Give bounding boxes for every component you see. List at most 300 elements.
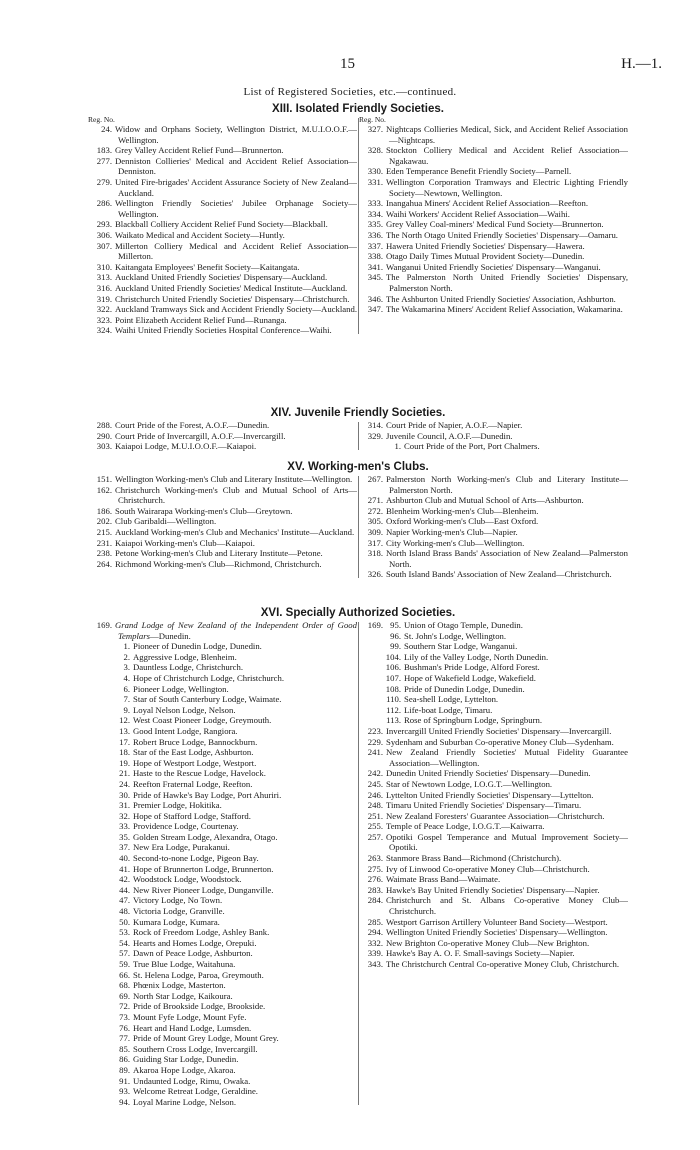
list-item	[359, 304, 628, 315]
reg-number: 57.	[119, 948, 130, 959]
list-item	[88, 431, 357, 442]
reg-number: 86.	[119, 1054, 130, 1065]
reg-number: 42.	[119, 874, 130, 885]
reg-number: 59.	[119, 959, 130, 969]
reg-number: 245.	[367, 778, 383, 789]
reg-number: 317.	[367, 537, 383, 548]
reg-number: 21.	[119, 768, 130, 779]
entry-text: St. Helena Lodge, Paroa, Greymouth.	[133, 969, 264, 980]
reg-number: 322.	[96, 304, 112, 315]
reg-number: 37.	[119, 842, 130, 853]
entry-text: Pride of Brookside Lodge, Brookside.	[133, 1001, 266, 1012]
list-item	[359, 853, 628, 864]
reg-number: 183.	[96, 145, 112, 156]
entry-text: The Ashburton United Friendly Societies' Association, Ashburton.	[386, 293, 616, 304]
reg-number: 13.	[119, 725, 130, 736]
list-item	[88, 272, 357, 283]
entry-text: Kaiapoi Working-men's Club—Kaiapoi.	[115, 537, 255, 548]
list-item	[359, 927, 628, 938]
entry-text: Rose of Springburn Lodge, Springburn.	[404, 715, 543, 726]
list-item	[88, 1033, 357, 1044]
entry-text: New Era Lodge, Purakanui.	[133, 842, 230, 853]
reg-number: 231.	[96, 537, 112, 548]
entry-text: United Fire-brigades' Accident Assurance Society of New Zealand—Auckland.	[115, 176, 357, 198]
entry-text: Court Pride of Napier, A.O.F.—Napier.	[386, 420, 523, 430]
reg-number: 1.	[394, 441, 401, 452]
entry-text: Victoria Lodge, Granville.	[133, 906, 225, 917]
list-item	[88, 156, 357, 177]
entry-text: Christchurch United Friendly Societies' Dispensary—Christchurch.	[115, 293, 350, 304]
list-item	[88, 991, 357, 1002]
reg-number: 4.	[123, 672, 130, 683]
list-item	[359, 124, 628, 145]
reg-number: 276.	[367, 874, 383, 885]
section-title: XV. Working-men's Clubs.	[287, 461, 429, 473]
entry-text: Rock of Freedom Lodge, Ashley Bank.	[133, 927, 270, 938]
section-specially-authorized	[88, 606, 628, 1107]
reg-number: 33.	[119, 821, 130, 832]
section-title: XIV. Juvenile Friendly Societies.	[270, 407, 446, 419]
reg-number: 332.	[367, 937, 383, 948]
list-item	[88, 673, 357, 684]
entry-text: True Blue Lodge, Waitahuna.	[133, 959, 236, 969]
entry-text: Good Intent Lodge, Rangiora.	[133, 725, 238, 736]
reg-number: 50.	[119, 916, 130, 927]
entry-text: Wellington Friendly Societies' Jubilee Orphanage Society—Wellington.	[115, 198, 357, 219]
entry-text: Aggressive Lodge, Blenheim.	[133, 651, 237, 662]
reg-number: 35.	[119, 831, 130, 842]
reg-number: 72.	[119, 1001, 130, 1012]
reg-number: 271.	[367, 495, 383, 506]
reg-no-header: Reg. No.	[359, 115, 386, 124]
entry-text: Petone Working-men's Club and Literary Institute—Petone.	[115, 548, 323, 559]
reg-number: 169.	[96, 620, 112, 630]
entry-text: Otago Daily Times Mutual Provident Society—Dunedin.	[386, 251, 585, 262]
entry-text: Victory Lodge, No Town.	[133, 895, 223, 906]
entry-text: Blackball Colliery Accident Relief Fund Society—Blackball.	[115, 219, 328, 230]
entry-text: Premier Lodge, Hokitika.	[133, 800, 222, 811]
list-item	[359, 506, 628, 517]
list-item	[88, 538, 357, 549]
list-item	[359, 145, 628, 166]
list-item	[88, 304, 357, 315]
reg-no-header: Reg. No.	[88, 115, 115, 124]
section-juvenile-friendly	[88, 406, 628, 452]
list-item	[88, 906, 357, 917]
entry-text: Millerton Colliery Medical and Accident Relief Association—Millerton.	[115, 240, 357, 262]
list-item	[359, 538, 628, 549]
list-item	[359, 198, 628, 209]
reg-number: 283.	[367, 884, 383, 895]
reg-number: 338.	[367, 251, 383, 262]
list-item	[359, 177, 628, 198]
reg-number: 108.	[385, 683, 401, 694]
reg-number: 263.	[367, 853, 383, 864]
entry-text: Court Pride of Invercargill, A.O.F.—Invercargill.	[115, 430, 286, 441]
list-item	[88, 821, 357, 832]
entry-text: Kaiapoi Lodge, M.U.I.O.O.F.—Kaiapoi.	[115, 441, 257, 452]
reg-number: 89.	[119, 1064, 130, 1075]
left-column	[88, 420, 357, 452]
list-item	[88, 1097, 357, 1108]
list-item	[359, 527, 628, 538]
list-item	[359, 715, 628, 726]
list-item	[88, 842, 357, 853]
reg-number: 53.	[119, 927, 130, 938]
entry-text: New Zealand Friendly Societies' Mutual Fidelity Guarantee Association—Wellington.	[386, 747, 628, 768]
reg-number: 345.	[367, 272, 383, 283]
entry-text: Mount Fyfe Lodge, Mount Fyfe.	[133, 1011, 247, 1022]
reg-number: 290.	[96, 430, 112, 441]
list-item	[88, 885, 357, 896]
reg-number: 341.	[367, 261, 383, 272]
entry-text: St. John's Lodge, Wellington.	[404, 630, 507, 641]
list-item	[359, 631, 628, 642]
entry-text: Temple of Peace Lodge, I.O.G.T.—Kaiwarra.	[386, 821, 545, 832]
section-isolated-friendly	[88, 102, 628, 336]
list-item	[88, 294, 357, 305]
reg-number: 334.	[367, 208, 383, 219]
entry-text: Hearts and Homes Lodge, Orepuki.	[133, 937, 257, 948]
entry-text: Lyttelton United Friendly Societies' Dispensary—Lyttelton.	[386, 789, 594, 800]
list-item	[88, 198, 357, 219]
entry-text: Pride of Mount Grey Lodge, Mount Grey.	[133, 1033, 279, 1044]
entry-text: The Wakamarina Miners' Accident Relief Association, Wakamarina.	[386, 304, 623, 315]
reg-number: 6.	[123, 683, 130, 694]
reg-number: 303.	[96, 441, 112, 452]
running-title: List of Registered Societies, etc.—continued.	[243, 86, 457, 98]
list-item	[359, 726, 628, 737]
right-column	[359, 620, 628, 1107]
list-item	[88, 262, 357, 273]
reg-number: 9.	[123, 704, 130, 715]
page-header	[0, 56, 700, 76]
entry-text: Haste to the Rescue Lodge, Havelock.	[133, 768, 266, 779]
entry-text: Grey Valley Accident Relief Fund—Brunnerton.	[115, 145, 284, 156]
reg-number: 24.	[101, 124, 112, 134]
reg-number: 241.	[367, 747, 383, 758]
entry-text: Kumara Lodge, Kumara.	[133, 916, 220, 927]
entry-text: Life-boat Lodge, Timaru.	[404, 704, 493, 715]
reg-number: 85.	[119, 1043, 130, 1054]
reg-number: 77.	[119, 1033, 130, 1044]
reg-number: 106.	[385, 662, 401, 673]
reg-number: 339.	[367, 948, 383, 959]
entry-text: Eden Temperance Benefit Friendly Society—Parnell.	[386, 166, 572, 177]
list-item	[359, 874, 628, 885]
reg-number: 313.	[96, 272, 112, 283]
entry-text: Waimate Brass Band—Waimate.	[386, 874, 501, 885]
list-item	[359, 832, 628, 853]
list-item	[359, 864, 628, 875]
reg-number: 316.	[96, 282, 112, 293]
list-item	[88, 124, 357, 145]
list-item	[88, 980, 357, 991]
list-item	[359, 262, 628, 273]
reg-number: 104.	[385, 651, 401, 662]
entry-text: Auckland United Friendly Societies' Dispensary—Auckland.	[115, 272, 328, 283]
entry-text: Star of Newtown Lodge, I.O.G.T.—Wellington.	[386, 778, 553, 789]
entry-text: City Working-men's Club—Wellington.	[386, 537, 525, 548]
list-item	[88, 832, 357, 843]
reg-number: 30.	[119, 789, 130, 800]
list-item	[88, 219, 357, 230]
entry-text: Sea-shell Lodge, Lyttelton.	[404, 694, 499, 705]
reg-number: 69.	[119, 990, 130, 1001]
entry-text: Invercargill United Friendly Societies' Dispensary—Invercargill.	[386, 725, 612, 736]
list-item	[88, 1086, 357, 1097]
list-item	[88, 758, 357, 769]
list-item	[88, 737, 357, 748]
entry-text: Sydenham and Suburban Co-operative Money Club—Sydenham.	[386, 736, 614, 747]
list-item	[88, 241, 357, 262]
reg-number: 3.	[123, 662, 130, 673]
list-item	[88, 652, 357, 663]
list-item	[88, 927, 357, 938]
entry-text: New Brighton Co-operative Money Club—New Brighton.	[386, 937, 590, 948]
entry-text: Pioneer Lodge, Wellington.	[133, 683, 229, 694]
entry-text: Stockton Colliery Medical and Accident Relief Association—Ngakawau.	[386, 145, 628, 166]
entry-text: Hope of Christchurch Lodge, Christchurch.	[133, 672, 285, 683]
reg-number: 284.	[367, 895, 383, 906]
reg-number: 76.	[119, 1022, 130, 1033]
list-item	[88, 1023, 357, 1034]
list-item	[359, 790, 628, 801]
entry-text: Denniston Collieries' Medical and Accident Relief Association—Denniston.	[115, 155, 357, 177]
list-item	[88, 1001, 357, 1012]
list-item	[88, 874, 357, 885]
list-item	[88, 1054, 357, 1065]
list-item	[88, 1012, 357, 1023]
section-working-mens-clubs	[88, 460, 628, 580]
entry-text: Loyal Nelson Lodge, Nelson.	[133, 704, 236, 715]
entry-text: Phœnix Lodge, Masterton.	[133, 980, 226, 991]
left-column	[88, 474, 357, 580]
reg-number: 223.	[367, 725, 383, 736]
entry-text: Hawke's Bay United Friendly Societies' Dispensary—Napier.	[386, 884, 600, 895]
reg-number: 264.	[96, 558, 112, 569]
entry-text: Second-to-none Lodge, Pigeon Bay.	[133, 853, 259, 864]
reg-number: 93.	[119, 1086, 130, 1097]
list-item	[359, 495, 628, 506]
column-divider	[358, 118, 359, 334]
reg-number: 335.	[367, 219, 383, 230]
entry-text: Grey Valley Coal-miners' Medical Fund Society—Brunnerton.	[386, 219, 604, 230]
entry-text: Woodstock Lodge, Woodstock.	[133, 874, 242, 885]
reg-number: 324.	[96, 325, 112, 336]
entry-text: Kaitangata Employees' Benefit Society—Kaitangata.	[115, 261, 300, 272]
list-item	[359, 811, 628, 822]
list-item	[359, 673, 628, 684]
list-item	[88, 1044, 357, 1055]
right-column	[359, 474, 628, 580]
entry-text: Napier Working-men's Club—Napier.	[386, 526, 518, 537]
reg-number: 309.	[367, 526, 383, 537]
reg-number: 267.	[367, 474, 383, 484]
list-item	[88, 726, 357, 737]
list-item	[88, 790, 357, 801]
entry-text-italic: Grand Lodge of New Zealand of the Independent Order of Good Templars	[115, 620, 357, 641]
entry-text: Guiding Star Lodge, Dunedin.	[133, 1054, 239, 1065]
reg-number: 186.	[96, 505, 112, 516]
reg-number: 151.	[96, 474, 112, 484]
entry-text: Pioneer of Dunedin Lodge, Dunedin.	[133, 641, 262, 652]
entry-text: Inangahua Miners' Accident Relief Association—Reefton.	[386, 198, 589, 209]
page-number: 15	[340, 56, 355, 72]
list-item	[88, 662, 357, 673]
list-item	[359, 230, 628, 241]
reg-number: 110.	[386, 694, 401, 705]
entry-text: Hope of Brunnerton Lodge, Brunnerton.	[133, 863, 274, 874]
list-item	[88, 970, 357, 981]
entry-text: Providence Lodge, Courtenay.	[133, 821, 239, 832]
entry-text: Heart and Hand Lodge, Lumsden.	[133, 1022, 252, 1033]
list-item	[359, 948, 628, 959]
list-item	[359, 548, 628, 569]
list-item	[88, 705, 357, 716]
reg-number: 279.	[96, 176, 112, 187]
entry-text: Auckland Tramways Sick and Accident Friendly Society—Auckland.	[115, 304, 358, 315]
entry-text: Golden Stream Lodge, Alexandra, Otago.	[133, 831, 278, 842]
reg-number: 31.	[119, 800, 130, 811]
entry-text: Juvenile Council, A.O.F.—Dunedin.	[386, 430, 513, 441]
list-item	[359, 737, 628, 748]
reg-number: 294.	[367, 927, 383, 938]
reg-number: 323.	[96, 314, 112, 325]
list-item	[88, 230, 357, 241]
list-item	[359, 800, 628, 811]
column-divider	[358, 622, 359, 1105]
entry-text: Star of the East Lodge, Ashburton.	[133, 747, 254, 758]
reg-number: 277.	[96, 155, 112, 166]
list-item	[88, 527, 357, 538]
list-item	[359, 474, 628, 495]
reg-number: 330.	[367, 166, 383, 177]
entry-text: Hope of Westport Lodge, Westport.	[133, 757, 257, 768]
list-item	[88, 485, 357, 506]
entry-text: Star of South Canterbury Lodge, Waimate.	[133, 694, 282, 705]
list-item	[88, 420, 357, 431]
reg-number: 306.	[96, 229, 112, 240]
entry-text: Dauntless Lodge, Christchurch.	[133, 662, 244, 673]
reg-number: 326.	[367, 569, 383, 580]
reg-number: 285.	[367, 916, 383, 927]
entry-text: Dunedin United Friendly Societies' Dispensary—Dunedin.	[386, 768, 591, 779]
list-item	[88, 800, 357, 811]
reg-number: 99.	[390, 641, 401, 652]
list-item	[359, 166, 628, 177]
reg-number: 169.	[367, 620, 383, 630]
entry-text: Union of Otago Temple, Dunedin.	[404, 620, 523, 630]
list-item	[88, 948, 357, 959]
entry-text: Wellington Working-men's Club and Literary Institute—Wellington.	[115, 474, 353, 484]
entry-text: Waihi United Friendly Societies Hospital Conference—Waihi.	[115, 325, 332, 336]
reg-number: 305.	[367, 516, 383, 527]
reg-number: 18.	[119, 747, 130, 758]
reg-number: 96.	[390, 630, 401, 641]
reg-number: 246.	[367, 789, 383, 800]
reg-number: 44.	[119, 884, 130, 895]
entry-text: Pride of Dunedin Lodge, Dunedin.	[404, 683, 525, 694]
list-item	[359, 516, 628, 527]
list-item	[359, 895, 628, 916]
reg-number: 329.	[367, 430, 383, 441]
list-item	[88, 516, 357, 527]
entry-text: Oxford Working-men's Club—East Oxford.	[386, 516, 539, 527]
list-item	[359, 241, 628, 252]
entry-text: West Coast Pioneer Lodge, Greymouth.	[133, 715, 272, 726]
reg-number: 288.	[96, 420, 112, 430]
list-item	[88, 895, 357, 906]
entry-text: Nightcaps Collieries Medical, Sick, and Accident Relief Association—Nightcaps.	[386, 124, 628, 145]
entry-text: The North Otago United Friendly Societies' Dispensary—Oamaru.	[386, 229, 618, 240]
reg-number: 286.	[96, 198, 112, 209]
entry-text: Hawera United Friendly Societies' Dispensary—Hawera.	[386, 240, 585, 251]
entry-text: Akaroa Hope Lodge, Akaroa.	[133, 1064, 236, 1075]
list-item	[88, 441, 357, 452]
entry-text: Welcome Retreat Lodge, Geraldine.	[133, 1086, 258, 1097]
reg-number: 310.	[96, 261, 112, 272]
list-item	[359, 821, 628, 832]
list-item	[88, 715, 357, 726]
entry-text: Point Elizabeth Accident Relief Fund—Runanga.	[115, 314, 287, 325]
reg-number: 68.	[119, 980, 130, 991]
list-item	[359, 251, 628, 262]
list-item	[88, 474, 357, 485]
list-item	[88, 620, 357, 641]
reg-number: 347.	[367, 304, 383, 315]
reg-number: 12.	[119, 715, 130, 726]
entry-text: Westport Garrison Artillery Volunteer Band Society—Westport.	[386, 916, 608, 927]
entry-text: North Island Brass Bands' Association of New Zealand—Palmerston North.	[386, 548, 628, 569]
right-column	[359, 420, 628, 452]
entry-text: Hope of Stafford Lodge, Stafford.	[133, 810, 251, 821]
list-item	[88, 938, 357, 949]
list-item	[359, 209, 628, 220]
entry-text: The Christchurch Central Co-operative Money Club, Christchurch.	[386, 959, 620, 969]
list-item	[88, 694, 357, 705]
list-item	[88, 315, 357, 326]
entry-text: Stanmore Brass Band—Richmond (Christchurch).	[386, 853, 562, 864]
list-item	[88, 747, 357, 758]
entry-text: Christchurch and St. Albans Co-operative Money Club—Christchurch.	[386, 895, 628, 917]
entry-text: Widow and Orphans Society, Wellington District, M.U.I.O.O.F.—Wellington.	[115, 124, 357, 145]
reg-number: 41.	[119, 863, 130, 874]
entry-text: Court Pride of the Port, Port Chalmers.	[404, 441, 540, 452]
entry-text: Christchurch Working-men's Club and Mutual School of Arts—Christchurch.	[115, 484, 357, 506]
reg-number: 91.	[119, 1075, 130, 1086]
reg-number: 112.	[386, 704, 401, 715]
reg-number: 2.	[123, 651, 130, 662]
reg-number: 95.	[390, 620, 401, 630]
entry-text: —Dunedin.	[150, 630, 191, 641]
list-item	[359, 885, 628, 896]
entry-text: Opotiki Gospel Temperance and Mutual Improvement Society—Opotiki.	[386, 831, 628, 853]
entry-text: Court Pride of the Forest, A.O.F.—Dunedin.	[115, 420, 270, 430]
entry-text: Hawke's Bay A. O. F. Small-savings Society—Napier.	[386, 948, 575, 959]
list-item	[359, 779, 628, 790]
reg-number: 215.	[96, 526, 112, 537]
reg-number: 328.	[367, 145, 383, 156]
reg-number: 238.	[96, 548, 112, 559]
list-item	[88, 283, 357, 294]
section-title: XVI. Specially Authorized Societies.	[260, 607, 456, 619]
entry-text: Undaunted Lodge, Rimu, Owaka.	[133, 1075, 251, 1086]
list-item	[359, 917, 628, 928]
reg-number: 7.	[123, 694, 130, 705]
entry-text: New Zealand Foresters' Guarantee Association—Christchurch.	[386, 810, 605, 821]
list-item	[359, 684, 628, 695]
